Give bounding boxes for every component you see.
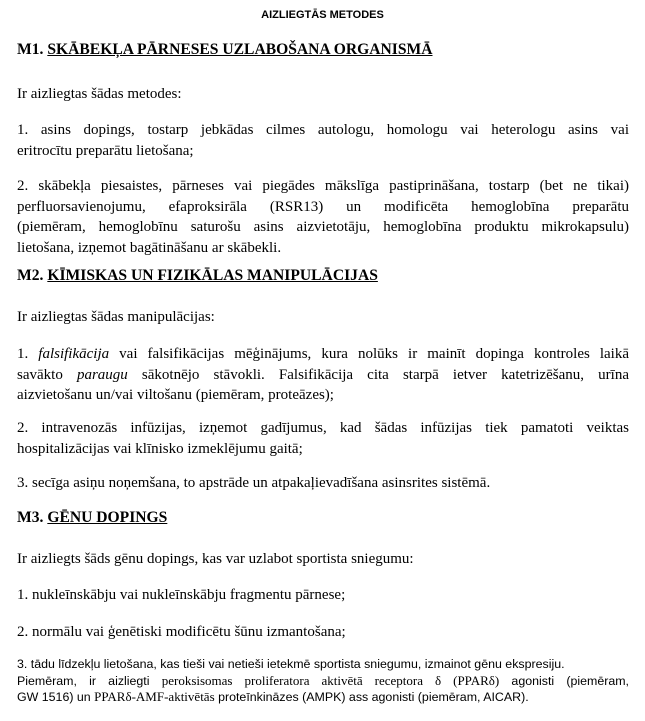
section-m1-code: M1. (17, 41, 44, 58)
section-m2-heading (17, 267, 378, 285)
m3-item-3-ampk-term: PPARδ-AMF-aktivētās (94, 689, 215, 704)
m2-item-1-italic-sample: paraugu (76, 366, 128, 383)
m3-item-3-line-1: 3. tādu līdzekļu lietošana, kas tieši vai netieši ietekmē sportista sniegumu, izmainot gēnu ekspresiju. (17, 657, 565, 671)
section-m3-heading (17, 509, 167, 527)
m3-item-3-text-3c: proteīnkināzes (AMPK) ass agonisti (piemēram, AICAR). (214, 690, 529, 704)
m2-item-1-text-2a: savākto (17, 366, 77, 383)
m3-intro: Ir aizliegts šāds gēnu dopings, kas var uzlabot sportista sniegumu: (17, 551, 414, 567)
m3-item-1: 1. nukleīnskābju vai nukleīnskābju fragmentu pārnese; (17, 587, 346, 603)
m1-item-1-line-1: 1. asins dopings, tostarp jebkādas cilmes autologu, homologu vai heterologu asins vai (17, 122, 629, 138)
section-m3-code: M3. (17, 509, 44, 526)
m3-item-3 (17, 656, 629, 706)
section-m3-title: GĒNU DOPINGS (47, 509, 168, 526)
m3-item-3-line-2 (17, 673, 629, 690)
m2-item-1-line-3: aizvietošanu un/vai viltošanu (piemēram, proteāzes); (17, 387, 334, 403)
m2-item-3: 3. secīga asiņu noņemšana, to apstrāde un atpakaļievadīšana asinsrites sistēmā. (17, 475, 491, 491)
m1-item-2 (17, 176, 629, 258)
section-m1-heading (17, 41, 433, 59)
section-m1-title: SKĀBEKĻA PĀRNESES UZLABOŠANA ORGANISMĀ (47, 41, 433, 58)
m3-item-3-line-3 (17, 689, 629, 706)
m2-item-1-italic-term: falsifikācija (38, 346, 110, 362)
section-m2-code: M2. (17, 267, 44, 284)
m3-item-3-text-3a: GW 1516) un (17, 690, 95, 704)
m2-item-2 (17, 418, 629, 459)
document-title: AIZLIEGTĀS METODES (261, 9, 384, 21)
m3-item-3-text-2c: agonisti (piemēram, (499, 673, 630, 688)
m2-item-1-number: 1. (17, 346, 39, 362)
m2-item-1 (17, 344, 629, 406)
m3-item-3-ppar-term: peroksisomas proliferatora aktivētā receptora δ (PPARδ) (161, 672, 500, 688)
m1-item-1 (17, 120, 629, 161)
m1-item-2-line-3: (piemēram, hemoglobīnu saturošu asins aizvietotāju, hemoglobīna produktu mikrokapsulu) (17, 219, 629, 235)
m2-intro: Ir aizliegtas šādas manipulācijas: (17, 309, 215, 325)
m2-item-1-line-1 (17, 344, 629, 365)
m1-item-2-line-2: perfluorsavienojumu, efaproksirāla (RSR13) un modificēta hemoglobīna preparātu (17, 198, 629, 215)
m1-item-1-line-2: eritrocītu preparātu lietošana; (17, 142, 194, 159)
m1-item-2-line-1: 2. skābekļa piesaistes, pārneses vai piegādes mākslīga pastiprināšana, tostarp (bet ne tikai) (17, 178, 629, 194)
m3-item-2: 2. normālu vai ģenētiski modificētu šūnu izmantošana; (17, 624, 346, 640)
m2-item-1-text-1: vai falsifikācijas mēģinājums, kura nolūks ir mainīt dopinga kontroles laikā (109, 346, 630, 362)
section-m2-title: KĪMISKAS UN FIZIKĀLAS MANIPULĀCIJAS (47, 267, 378, 284)
m2-item-2-line-1: 2. intravenozās infūzijas, izņemot gadījumus, kad šādas infūzijas tiek pamatoti veiktas (17, 420, 629, 436)
m2-item-1-line-2 (17, 365, 629, 386)
m1-item-2-line-4: lietošana, izņemot bagātināšanu ar skābekli. (17, 239, 282, 256)
m3-item-3-text-2a: Piemēram, ir aizliegti (17, 673, 162, 688)
m1-intro: Ir aizliegtas šādas metodes: (17, 86, 182, 102)
m2-item-2-line-2: hospitalizācijas vai klīnisko izmeklējumu gaitā; (17, 440, 303, 457)
m2-item-1-text-2b: sākotnējo stāvokli. Falsifikācija cita starpā ietver katetrizēšanu, urīna (127, 366, 629, 383)
